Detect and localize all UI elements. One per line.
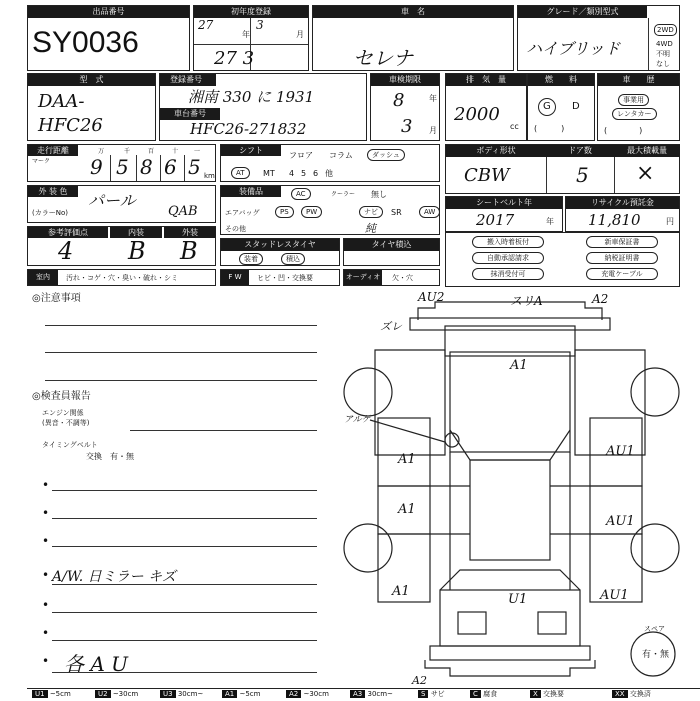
drive-2wd: 2WD	[654, 24, 677, 36]
check-auto-approve: 自動承認請求	[472, 252, 544, 264]
insp-line-2	[52, 518, 317, 519]
fuel-d: D	[572, 101, 580, 112]
mileage-unit: km	[204, 172, 215, 180]
mileage-div1	[110, 155, 111, 181]
score-header: 参考評価点	[28, 227, 108, 238]
displacement-header: 排 気 量	[446, 74, 526, 86]
scores-box	[27, 226, 216, 266]
stock-no-header: 出品番号	[28, 6, 189, 18]
legend-u1-key: U1	[32, 690, 48, 698]
mileage-unit-man: 万	[98, 148, 105, 155]
shift-4: 4	[289, 169, 295, 178]
overall-score: 4	[58, 237, 74, 265]
shift-dash: ダッシュ	[367, 149, 405, 161]
shift-other: 他	[325, 169, 333, 178]
spare-label: スペア	[644, 625, 665, 633]
timing-label: タイミングベルト	[42, 441, 98, 449]
body-div2	[614, 157, 615, 193]
chassis-header: 車台番号	[160, 108, 220, 120]
insp-line-0	[130, 430, 317, 431]
bullet-4: •	[42, 568, 50, 582]
legend-u3-key: U3	[160, 690, 176, 698]
bullet-1: •	[42, 478, 50, 492]
equip-other-value: 純	[365, 222, 376, 235]
audio-row-label: オーディオ	[344, 270, 382, 285]
inspection-month-mark: 月	[429, 126, 437, 135]
equip-ps: PS	[275, 206, 294, 218]
notes-line-2	[45, 352, 317, 353]
legend-a3-val: 30cm~	[367, 690, 393, 698]
recycle-header: リサイクル預託金	[566, 197, 679, 209]
model-type-header: 型 式	[28, 74, 155, 86]
inspector-note-1: A/W. 日ミラー キズ	[52, 569, 176, 585]
notes-line-3	[45, 380, 317, 381]
drive-none: なし	[656, 60, 670, 68]
mileage-unit-juu: 十	[172, 148, 179, 155]
model-name-header: 車 名	[313, 6, 513, 18]
diag-a1-lrear: A1	[392, 584, 410, 599]
stock-no-box	[27, 5, 190, 71]
legend-a3	[350, 689, 393, 700]
insp-line-5	[52, 612, 317, 613]
legend-x-val: 交換要	[543, 690, 565, 698]
engine-label: エンジン関係 (異音・不調等)	[42, 409, 90, 427]
diag-a1-ldoor1: A1	[398, 452, 416, 467]
model-name-value: セレナ	[353, 46, 413, 70]
diag-aruge: アルゲ	[344, 415, 371, 425]
history-header: 車 歴	[598, 74, 679, 86]
insp-line-7	[52, 672, 317, 673]
interior-row-value: 汚れ・コゲ・穴・臭い・破れ・シミ	[66, 274, 178, 282]
body-shape-value: CBW	[464, 165, 510, 186]
legend-s-val: サビ	[430, 690, 445, 698]
equip-none: 無し	[371, 190, 387, 199]
shift-floor: フロア	[289, 151, 313, 160]
legend-x-key: X	[530, 690, 541, 698]
model-name-box	[312, 5, 514, 71]
legend-u2-val: ~30cm	[112, 690, 139, 698]
color-no-label: (カラーNo)	[32, 209, 68, 217]
recycle-value: 11,810	[588, 211, 641, 229]
mileage-div4	[184, 155, 185, 181]
legend-u2-key: U2	[95, 690, 111, 698]
legend-x	[530, 689, 564, 700]
legend-a1-key: A1	[222, 690, 237, 698]
diag-au1-rrear: AU1	[600, 588, 629, 603]
equip-cooler: クーラー	[331, 191, 356, 198]
audio-row	[343, 269, 440, 286]
fw-row-value: ヒビ・凹・交換要	[257, 274, 313, 282]
legend-s-key: S	[418, 690, 428, 698]
car-diagram	[340, 290, 690, 690]
legend-u2	[95, 689, 138, 700]
insp-line-6	[52, 640, 317, 641]
diag-au1-rdoor1: AU1	[606, 444, 635, 459]
diag-a1-roof: A1	[510, 358, 528, 373]
model-type-box	[27, 73, 156, 141]
stock-no-value: SY0036	[32, 26, 139, 59]
grade-drive-divider	[648, 18, 649, 70]
drive-unknown: 不明	[656, 50, 670, 58]
capacity-value: ×	[636, 161, 655, 186]
equipment-box	[220, 185, 440, 235]
tire-load-box	[343, 238, 440, 266]
exterior-score-header: 外装	[164, 227, 216, 238]
legend-a2-val: ~30cm	[303, 690, 329, 698]
mileage-unit-ichi: 一	[194, 148, 201, 155]
seatbelt-value: 2017	[476, 211, 515, 229]
mileage-digit-3: 8	[140, 155, 153, 179]
bullet-7: •	[42, 654, 50, 668]
mileage-unit-sen: 千	[124, 148, 131, 155]
shift-column: コラム	[329, 151, 353, 160]
diag-au2-top: AU2	[418, 290, 445, 304]
legend-u3-val: 30cm~	[177, 690, 204, 698]
seatbelt-header: シートベルト年	[446, 197, 562, 209]
grade-box	[517, 5, 680, 71]
drive-4wd: 4WD	[656, 40, 673, 48]
interior-score-header: 内装	[110, 227, 162, 238]
inspector-note-2: 各 A U	[64, 652, 129, 676]
notes-title: ◎注意事項	[32, 293, 81, 304]
displacement-value: 2000	[454, 104, 500, 125]
chassis-value: HFC26-271832	[190, 120, 307, 138]
displacement-box	[445, 73, 527, 141]
reg-no-value: 湘南 330 に 1931	[188, 88, 315, 106]
legend-s	[418, 689, 445, 700]
studless-header: スタッドレスタイヤ	[221, 239, 339, 251]
shift-box	[220, 144, 440, 182]
inspection-year-mark: 年	[429, 94, 437, 103]
inspector-title: ◎検査員報告	[32, 391, 91, 402]
legend-u1	[32, 689, 71, 700]
first-reg-month-mark: 月	[296, 30, 304, 39]
inspection-year: 8	[393, 90, 405, 111]
mileage-digit-1: 9	[90, 155, 103, 179]
color-no-value: QAB	[168, 204, 198, 219]
displacement-unit: cc	[510, 122, 519, 131]
mileage-div2	[136, 155, 137, 181]
fuel-g: G	[543, 101, 551, 112]
shift-mt: MT	[263, 169, 275, 178]
model-type-value: DAA-HFC26	[38, 91, 103, 136]
equip-ac: AC	[291, 188, 311, 200]
diag-suri-a: スリA	[510, 294, 543, 308]
check-warranty: 新車保証書	[586, 236, 658, 248]
mileage-digit-4: 6	[164, 155, 177, 179]
audio-row-value: 欠・穴	[392, 274, 413, 282]
bullet-3: •	[42, 534, 50, 548]
fuel-header: 燃 料	[528, 74, 594, 86]
grade-header: グレード／類別型式	[518, 6, 647, 18]
equip-navi: ナビ	[359, 206, 383, 218]
legend-a1	[222, 689, 260, 700]
color-value: パール	[88, 191, 136, 210]
body-shape-header: ボディ形状	[446, 145, 546, 157]
equipment-header: 装備品	[221, 186, 281, 197]
interior-score: B	[128, 237, 146, 265]
studless-mounted: 装着	[239, 253, 263, 265]
mileage-digit-2: 5	[116, 155, 129, 179]
equip-airbag: エアバッグ	[225, 209, 260, 217]
fw-row	[220, 269, 340, 286]
first-reg-year-mark: 年	[242, 30, 250, 39]
doors-header: ドア数	[546, 145, 614, 157]
first-reg-divider	[194, 44, 308, 45]
history-box	[597, 73, 680, 141]
bullet-6: •	[42, 626, 50, 640]
seatbelt-box	[445, 196, 563, 232]
mileage-div3	[160, 155, 161, 181]
fw-row-label: F W	[221, 270, 249, 285]
grade-value: ハイブリッド	[526, 39, 621, 58]
inspection-month: 3	[401, 116, 413, 137]
check-tax: 納税証明書	[586, 252, 658, 264]
check-carry-in: 搬入時着板付	[472, 236, 544, 248]
inspection-header: 車検期限	[371, 74, 439, 86]
first-reg-handwritten: 27 3	[214, 48, 255, 69]
shift-at: AT	[231, 167, 250, 179]
insp-line-4	[52, 584, 317, 585]
recycle-unit: 円	[666, 217, 674, 226]
interior-row-label: 室内	[28, 270, 58, 285]
equip-sr: SR	[391, 208, 402, 217]
history-paren: ( )	[604, 126, 643, 135]
spare-value: 有・無	[642, 650, 670, 660]
bullet-2: •	[42, 506, 50, 520]
recycle-box	[565, 196, 680, 232]
mileage-digit-5: 5	[188, 155, 201, 179]
seatbelt-unit: 年	[546, 217, 554, 226]
body-box	[445, 144, 680, 194]
capacity-header: 最大積載量	[614, 145, 680, 157]
diag-a2-bottom: A2	[412, 674, 427, 687]
timing-value: 交換 有・無	[86, 452, 134, 461]
doors-value: 5	[576, 163, 589, 187]
check-cancel: 抹消受付可	[472, 268, 544, 280]
legend-c	[470, 689, 497, 700]
interior-row	[27, 269, 216, 286]
mileage-mark-label: マーク	[32, 158, 51, 165]
diag-u1-rear: U1	[508, 592, 528, 607]
body-div1	[546, 157, 547, 193]
insp-line-1	[52, 490, 317, 491]
reg-box	[159, 73, 367, 141]
exterior-score: B	[180, 237, 198, 265]
notes-line-1	[45, 325, 317, 326]
reg-no-header: 登録番号	[160, 74, 216, 86]
legend-u3	[160, 689, 203, 700]
check-cable: 充電ケーブル	[586, 268, 658, 280]
mileage-header: 走行距離	[28, 145, 78, 156]
fuel-paren: ( )	[534, 124, 565, 133]
studless-box	[220, 238, 340, 266]
color-header: 外 装 色	[28, 186, 78, 197]
studless-loaded: 積込	[281, 253, 305, 265]
legend-a1-val: ~5cm	[239, 690, 261, 698]
mileage-box	[27, 144, 216, 182]
bullet-5: •	[42, 598, 50, 612]
legend-c-val: 腐食	[483, 690, 498, 698]
diag-zure: ズレ	[380, 320, 402, 333]
first-reg-header: 初年度登録	[194, 6, 308, 18]
diag-a1-ldoor2: A1	[398, 502, 416, 517]
insp-line-3	[52, 546, 317, 547]
legend-a2-key: A2	[286, 690, 301, 698]
diag-au1-rdoor2: AU1	[606, 514, 635, 529]
equip-aw: AW	[419, 206, 440, 218]
shift-5: 5	[301, 169, 307, 178]
equip-pw: PW	[301, 206, 322, 218]
shift-header: シフト	[221, 145, 281, 156]
equip-other-label: その他	[225, 225, 246, 233]
diag-a2-top: A2	[592, 292, 609, 306]
checks-box	[445, 232, 680, 287]
shift-6: 6	[313, 169, 319, 178]
tire-load-header: タイヤ積込	[344, 239, 439, 251]
history-rental: レンタカー	[612, 108, 657, 120]
history-business: 事業用	[618, 94, 649, 106]
mileage-unit-hyaku: 百	[148, 148, 155, 155]
color-box	[27, 185, 216, 223]
legend-a3-key: A3	[350, 690, 365, 698]
legend-xx	[612, 689, 651, 700]
legend-a2	[286, 689, 329, 700]
fuel-box	[527, 73, 595, 141]
legend-c-key: C	[470, 690, 481, 698]
legend-u1-val: ~5cm	[49, 690, 71, 698]
first-reg-printed-year: 27	[198, 18, 214, 32]
first-reg-printed-month: 3	[256, 18, 264, 32]
legend-xx-val: 交換済	[629, 690, 651, 698]
inspection-box	[370, 73, 440, 141]
first-reg-box	[193, 5, 309, 71]
legend-xx-key: XX	[612, 690, 628, 698]
